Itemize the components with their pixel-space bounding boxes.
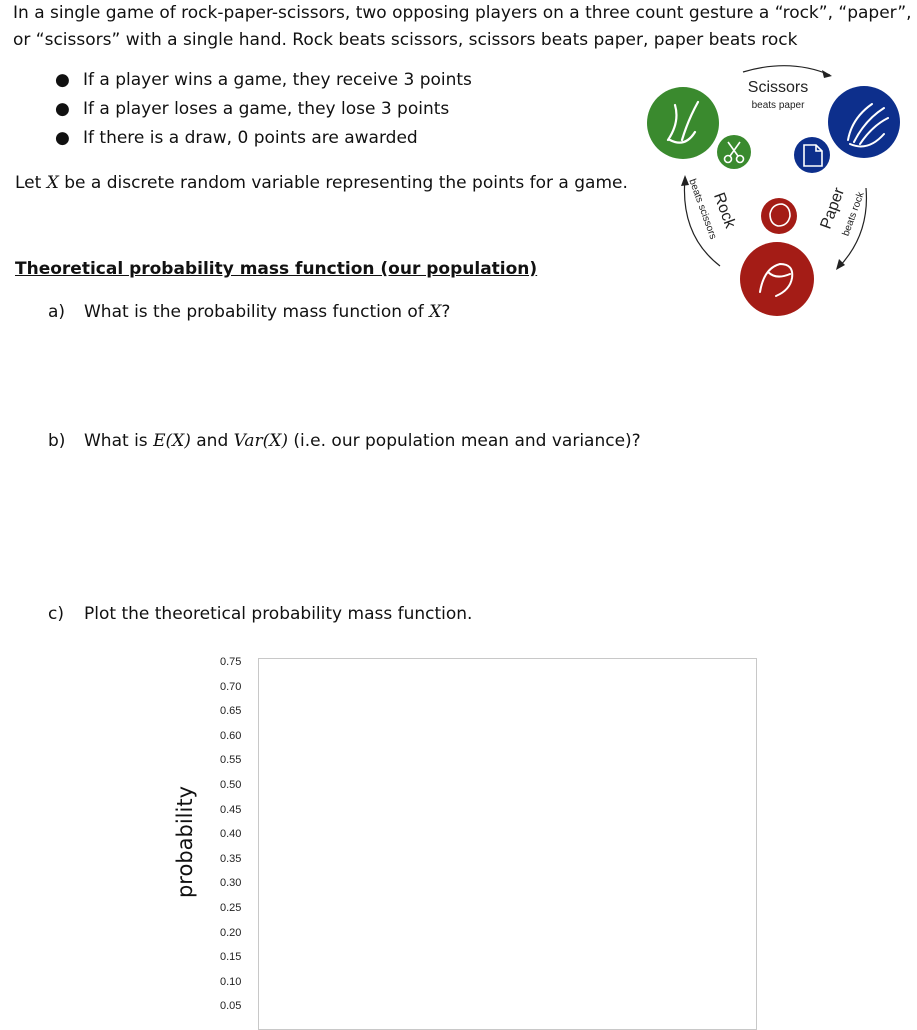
- y-tick-label: 0.20: [220, 926, 242, 939]
- y-tick-label: 0.35: [220, 852, 242, 865]
- rock-title: Rock: [710, 190, 739, 231]
- y-tick-label: 0.55: [220, 754, 242, 767]
- y-tick-label: 0.75: [220, 656, 242, 668]
- paper-title: Paper: [817, 185, 849, 232]
- scissors-title: Scissors: [747, 79, 809, 96]
- question-letter: c): [48, 604, 64, 624]
- scissors-subtitle: beats paper: [751, 100, 805, 111]
- y-tick-label: 0.15: [220, 951, 242, 964]
- y-tick-label: 0.30: [220, 877, 242, 890]
- y-tick-label: 0.05: [220, 1000, 242, 1013]
- bullet-icon: ●: [55, 70, 70, 90]
- y-tick-label: 0.70: [220, 680, 242, 693]
- rock-paper-scissors-diagram: [640, 60, 915, 320]
- intro-line-1: In a single game of rock-paper-scissors, two opposing players on a three count gesture a “rock”, “paper”,: [13, 3, 912, 23]
- question-c: c) Plot the theoretical probability mass function.: [48, 601, 472, 628]
- question-letter: a): [48, 302, 66, 322]
- paper-hand-icon: [828, 86, 900, 158]
- question-a: a) What is the probability mass function of X?: [48, 299, 450, 326]
- scissors-icon: [717, 135, 751, 169]
- paper-icon: [794, 137, 830, 173]
- bullet-icon: ●: [55, 128, 70, 148]
- paper-subtitle: beats rock: [840, 190, 867, 238]
- rock-sub-label: [686, 177, 718, 240]
- rule-item: ● If a player loses a game, they lose 3 points: [55, 95, 472, 124]
- rock-icon: [761, 198, 797, 234]
- scissors-hand-icon: [647, 87, 719, 159]
- y-tick-label: 0.10: [220, 975, 242, 988]
- y-tick-label: 0.60: [220, 729, 242, 742]
- y-axis-label: probability: [173, 785, 197, 899]
- question-b: b) What is E(X) and Var(X) (i.e. our population mean and variance)?: [48, 428, 641, 455]
- intro-paragraph: [13, 0, 913, 54]
- y-tick-label: 0.65: [220, 705, 242, 718]
- bullet-icon: ●: [55, 99, 70, 119]
- rules-list: [55, 66, 472, 153]
- rock-fist-icon: [740, 242, 814, 316]
- y-tick-label: 0.25: [220, 902, 242, 914]
- rock-subtitle: beats scissors: [686, 177, 719, 241]
- random-variable-definition: Let X be a discrete random variable representing the points for a game.: [15, 173, 628, 193]
- intro-line-2: or “scissors” with a single hand. Rock beats scissors, scissors beats paper, paper beats rock: [13, 30, 798, 50]
- rule-item: ● If there is a draw, 0 points are awarded: [55, 124, 472, 153]
- plot-area: [258, 658, 757, 1030]
- section-title: Theoretical probability mass function (our population): [15, 259, 538, 279]
- y-tick-label: 0.45: [220, 803, 242, 816]
- rule-item: ● If a player wins a game, they receive 3 points: [55, 66, 472, 95]
- y-tick-label: 0.40: [220, 828, 242, 841]
- question-letter: b): [48, 431, 66, 451]
- y-tick-label: 0.50: [220, 779, 242, 791]
